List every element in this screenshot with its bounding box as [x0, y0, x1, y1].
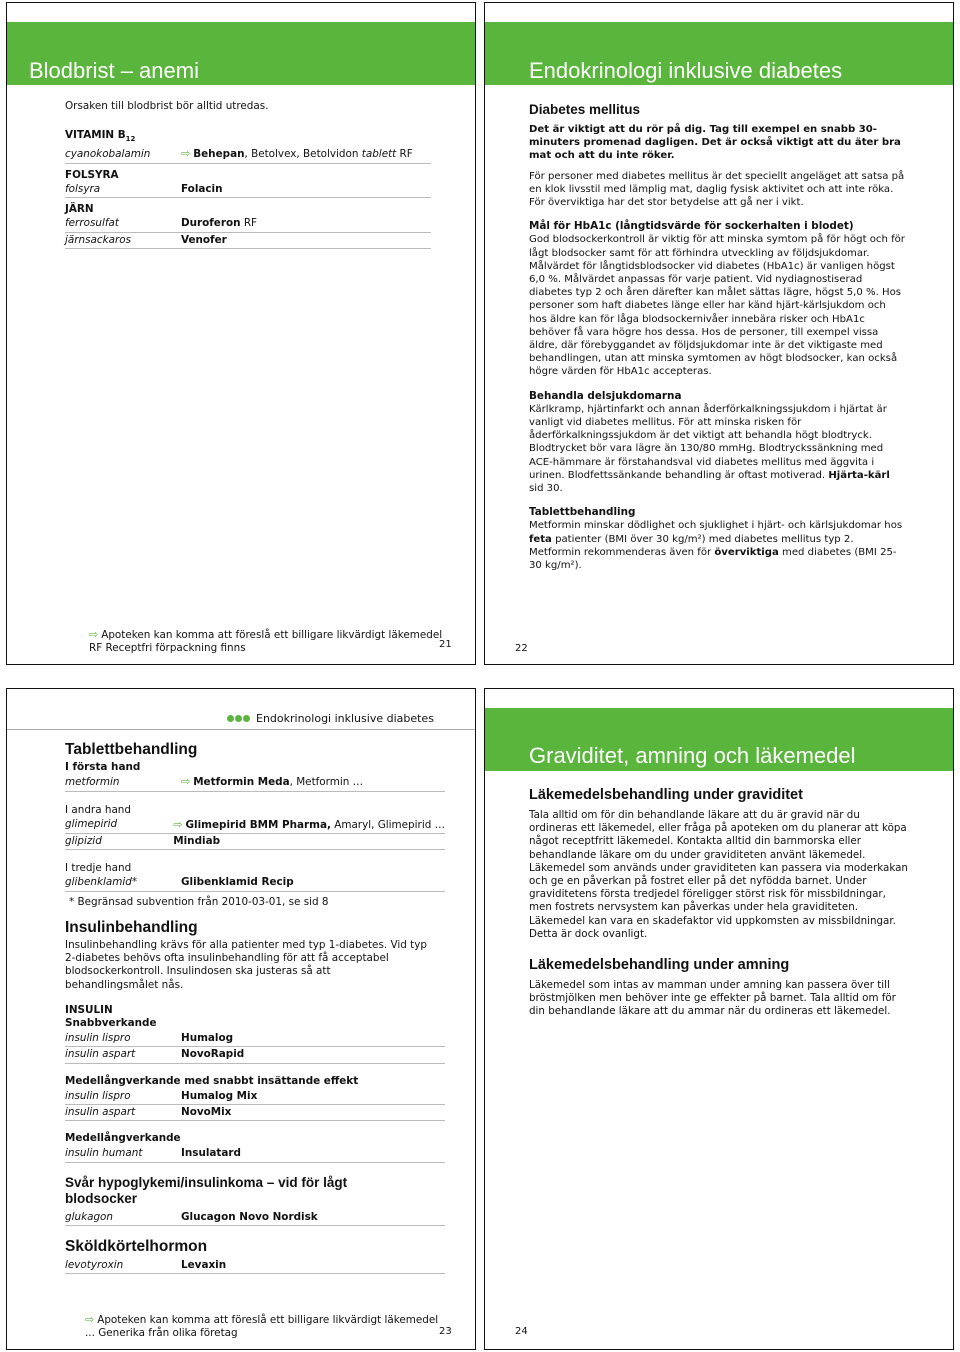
page-title: Blodbrist – anemi — [29, 58, 199, 83]
arrow-icon: ⇨ — [89, 628, 99, 641]
table-row: insulin lispro Humalog — [65, 1031, 445, 1047]
amning-heading: Läkemedelsbehandling under amning — [529, 957, 790, 974]
substance-name: cyanokobalamin — [65, 146, 181, 163]
page-24 — [484, 688, 954, 1350]
third-line-table — [65, 875, 445, 891]
table-row: folsyra Folacin — [65, 182, 431, 198]
table-row: insulin lispro Humalog Mix — [65, 1089, 445, 1105]
page-number: 21 — [439, 639, 452, 650]
page-footer: ⇨ Apoteken kan komma att föreslå ett billigare likvärdigt läkemedel ... Generika från olika företag — [85, 1313, 439, 1339]
table-row: levotyroxin Levaxin — [65, 1258, 445, 1274]
page-header: Endokrinologi inklusive diabetes — [227, 712, 434, 725]
folsyra-table — [65, 182, 431, 198]
table-row: insulin aspart NovoMix — [65, 1105, 445, 1121]
page-footer: ⇨ Apoteken kan komma att föreslå ett billigare likvärdigt läkemedel RF Receptfri förpackning finns — [89, 628, 443, 654]
arrow-icon: ⇨ — [181, 147, 191, 161]
medel-snabb-table — [65, 1089, 445, 1121]
snabb-table — [65, 1031, 445, 1063]
page-content — [65, 100, 465, 249]
medel-table — [65, 1146, 445, 1162]
page-number: 22 — [515, 643, 528, 654]
section-heading: Diabetes mellitus — [529, 102, 641, 117]
amning-text: Läkemedel som intas av mamman under amning kan passera över till bröstmjölken men behöver inte ge effekter på barnet. Tala alltid om för din behandlande läkare att du ammar när du ordineras ett läkemedel. — [529, 979, 896, 1018]
table-row: glimepirid ⇨ Glimepirid BMM Pharma, Amaryl, Glimepirid … — [65, 817, 445, 834]
graviditet-heading: Läkemedelsbehandling under graviditet — [529, 787, 803, 803]
table-row: metformin ⇨ Metformin Meda, Metformin … — [65, 774, 445, 791]
tablett-heading: Tablettbehandling — [529, 506, 636, 519]
hba1c-text: God blodsockerkontroll är viktig för att minska symtom på för högt och för lågt blodsocker samt för att förhindra utveckling av följdsjukdomar. Målvärdet för långtidsblodsocker vid diabetes (HbA1c) är vanligen högst 6,0 %. Målvärdet anpassas för varje patient. Vid nydiagnostiserad diabetes typ 2 och åren därefter kan målet sättas lägre, högst 5,0 %. Hos personer som haft diabetes länge eller har känd hjärt-kärlsjukdom och hos äldre kan för låga blodsockernivåer innebära risker och HbA1c behöver få vara högre hos dessa. Hos de personer, till exempel vissa äldre, där förebyggandet av följdsjukdomar inte är det viktigaste med behandlingen, utan att minska symtomen av högt blodsocker, kan också högre värden för HbA1c accepteras. — [529, 234, 905, 378]
bold-intro: Det är viktigt att du rör på dig. Tag till exempel en snabb 30-minuters promenad dagligen. Det är också viktigt att du äter bra mat och att du inte röker. — [529, 124, 901, 162]
page-content — [529, 102, 905, 572]
page-22 — [484, 2, 954, 665]
page-number: 24 — [515, 1326, 528, 1337]
page-title: Endokrinologi inklusive diabetes — [529, 58, 843, 83]
page-title: Graviditet, amning och läkemedel — [529, 743, 856, 768]
tablett-heading: Tablettbehandling — [65, 741, 198, 758]
behandla-text: Kärlkramp, hjärtinfarkt och annan åderförkalkningssjukdom i hjärtat är vanligt vid diabetes mellitus. För att minska risken för åderförkalkningssjukdom är det viktigt att behandla högt blodtryck. Blodtrycket bör vara lägre än 130/80 mmHg. Blodtryckssänkning med ACE-hämmare är förstahandsval vid diabetes mellitus med äggvita i urinen. Blodfettssänkande behandling är oftast motiverad. Hjärta-kärl sid 30. — [529, 403, 890, 495]
page-21 — [6, 2, 476, 665]
table-row: glukagon Glucagon Novo Nordisk — [65, 1210, 445, 1226]
skold-heading: Sköldkörtelhormon — [65, 1237, 208, 1255]
page-content — [529, 787, 909, 1019]
table-row: glipizid Mindiab — [65, 834, 445, 850]
table-row: glibenklamid* Glibenklamid Recip — [65, 875, 445, 891]
product-name: Behepan — [193, 148, 245, 161]
dot-icon — [243, 715, 250, 722]
arrow-icon: ⇨ — [181, 775, 191, 789]
insulin-text: Insulinbehandling krävs för alla patienter med typ 1-diabetes. Vid typ 2-diabetes behövs ofta insulinbehandling för att få acceptabel blodsockerkontroll. Insulindosen ska justeras så att behandlingsmålet nås. — [65, 939, 427, 991]
first-line-table — [65, 774, 445, 791]
folsyra-header: FOLSYRA — [65, 168, 119, 181]
table-row: cyanokobalamin ⇨ Behepan, Betolvex, Betolvidon tablett RF — [65, 146, 431, 163]
table-row: järnsackaros Venofer — [65, 232, 431, 248]
second-line-table — [65, 817, 445, 850]
page-23 — [6, 688, 476, 1350]
jarn-table — [65, 216, 431, 248]
table-row: ferrosulfat Duroferon RF — [65, 216, 431, 232]
hypo-heading: Svår hypoglykemi/insulinkoma – vid för lågt blodsocker — [65, 1174, 348, 1206]
vitamin-b12-header: VITAMIN $B_{12}$ — [65, 129, 136, 144]
header-divider — [7, 729, 476, 730]
hypo-table — [65, 1210, 445, 1226]
dot-icon — [235, 715, 242, 722]
graviditet-text: Tala alltid om för din behandlande läkare att du är gravid när du ordineras ett läkemedel, eller fråga på apoteken om du planerar att köpa något receptfritt läkemedel. Kontakta alltid din barnmorska eller behandlande läkare om du under graviditeten använt läkemedel. Läkemedel som används under graviditeten kan passera via moderkakan och ge en påverkan på fostret eller på det nyfödda barnet. Under graviditetens första tredjedel föreligger störst risk för missbildningar, men fostrets nervsystem kan påverkas under hela graviditeten. Läkemedel kan vara en skadefaktor vid uppkomsten av missbildningar. Detta är dock ovanligt. — [529, 809, 908, 940]
insulin-heading: Insulinbehandling — [65, 918, 198, 936]
intro-text: Orsaken till blodbrist bör alltid utredas. — [65, 100, 269, 112]
lifestyle-text: För personer med diabetes mellitus är det speciellt angeläget att satsa på en klok livsstil med lämplig mat, daglig fysisk aktivitet och att inte röka. För överviktiga har det stor betydelse att gå ner i vikt. — [529, 170, 905, 209]
arrow-icon: ⇨ — [173, 817, 183, 831]
jarn-header: JÄRN — [65, 203, 94, 216]
dot-icon — [227, 715, 234, 722]
tablett-text: Metformin minskar dödlighet och sjuklighet i hjärt- och kärlsjukdomar hos feta patienter (BMI över 30 kg/m²) med diabetes mellitus typ 2. Metformin rekommenderas även för överviktiga med diabetes (BMI 25-30 kg/m²). — [529, 520, 903, 572]
hba1c-heading: Mål för HbA1c (långtidsvärde för sockerhalten i blodet) — [529, 220, 854, 233]
page-number: 23 — [439, 1326, 452, 1337]
table-row: insulin aspart NovoRapid — [65, 1047, 445, 1063]
skold-table — [65, 1258, 445, 1274]
behandla-heading: Behandla delsjukdomarna — [529, 389, 682, 402]
table-row: insulin humant Insulatard — [65, 1146, 445, 1162]
footnote: * Begränsad subvention från 2010-03-01, se sid 8 — [69, 895, 329, 908]
vitamin-b12-table — [65, 146, 431, 163]
arrow-icon: ⇨ — [85, 1313, 95, 1326]
page-content: Tablettbehandling I första hand metformin ⇨ Metformin Meda, Metformin … I andra hand glimepirid ⇨ Glimepirid BMM Pharma, Amaryl, Glimepirid … glipizid Mindiab I tredje hand glibenklamid* Glibenklamid Recip * Begränsad subvention från 2010-03-01, se sid 8 Insulinbehandling Insulinbehandling krävs för alla patienter med typ 1-diabetes. Vid typ 2-diabetes behövs ofta insulinbehandling för att få acceptabel blodsockerkontroll. Insulindosen ska justeras så att behandlingsmålet nås. INSULIN Snabbverkande insulin lispro Humalog insulin aspart NovoRapid Medellångverkande med snabbt insättande effekt insulin lispro Humalog Mix insulin aspart NovoMix Medellångverkande insulin humant Insulatard Svår hypoglykemi/insulinkoma – vid för lågt blodsocker glukagon Glucagon Novo Nordisk Sköldkörtelhormon levotyroxin Levaxin — [65, 743, 465, 1274]
